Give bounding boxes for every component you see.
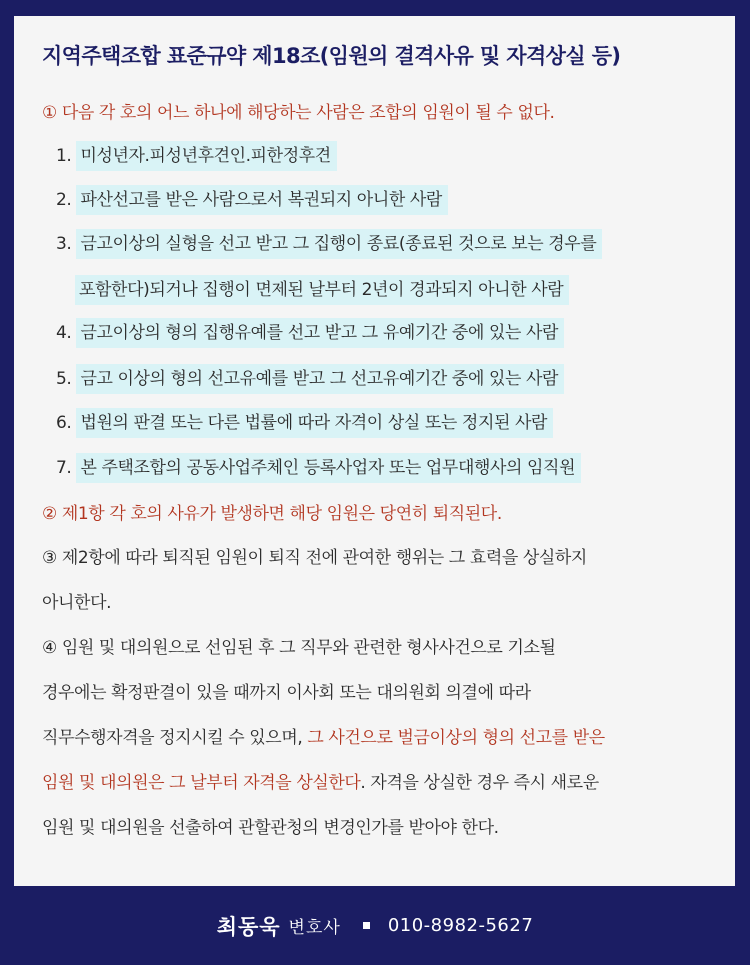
paragraph-4-line: 경우에는 확정판결이 있을 때까지 이사회 또는 대의원회 의결에 따라 [42,683,531,703]
list-item-number: 6. [56,413,72,433]
list-item [56,321,564,345]
paragraph-4-line: 임원 및 대의원으로 선임된 후 그 직무와 관련한 형사사건으로 기소될 [61,638,556,658]
paragraph-3-marker: ③ [42,548,57,568]
paragraph-4-text: 직무수행자격을 정지시킬 수 있으며, [42,728,308,748]
paragraph-2-marker: ② [42,504,57,524]
paragraph-2 [42,502,502,526]
list-item-number: 2. [56,190,72,210]
list-item [56,144,337,168]
lawyer-name: 최동욱 [216,914,281,939]
paragraph-1 [42,101,555,125]
list-item [56,456,581,480]
list-item-number: 5. [56,369,72,389]
list-item-text: 금고 이상의 형의 선고유예를 받고 그 선고유예기간 중에 있는 사람 [76,364,564,394]
lawyer-role: 변호사 [288,918,341,938]
list-item-number: 4. [56,323,72,343]
list-item-number: 7. [56,458,72,478]
paragraph-4 [42,636,556,660]
list-item [56,411,553,435]
list-item-text: 본 주택조합의 공동사업주체인 등록사업자 또는 업무대행사의 임직원 [76,453,581,483]
list-item-text: 파산선고를 받은 사람으로서 복권되지 아니한 사람 [76,185,447,215]
paragraph-4-line [42,771,599,795]
paragraph-3-line: 아니한다. [42,593,112,613]
paragraph-3-line: 제2항에 따라 퇴직된 임원이 퇴직 전에 관여한 행위는 그 효력을 상실하지 [61,548,587,568]
footer [0,886,750,965]
paragraph-3 [42,546,587,570]
list-item-text: 미성년자.피성년후견인.피한정후견 [76,141,336,171]
paragraph-4-emphasis: 그 사건으로 벌금이상의 형의 선고를 받은 [307,728,605,748]
phone-number: 010-8982-5627 [387,915,534,936]
paragraph-4-emphasis: 임원 및 대의원은 그 날부터 자격을 상실한다 [42,773,361,793]
paragraph-4-line [42,726,605,750]
list-item [56,367,564,391]
list-item-text: 법원의 판결 또는 다른 법률에 따라 자격이 상실 또는 정지된 사람 [76,408,553,438]
list-item [56,232,602,256]
document-card [14,16,735,886]
paragraph-1-marker: ① [42,103,57,123]
list-item-text: 금고이상의 실형을 선고 받고 그 집행이 종료(종료된 것으로 보는 경우를 [76,229,602,259]
list-item [56,188,448,212]
document-title: 지역주택조합 표준규약 제18조(임원의 결격사유 및 자격상실 등) [42,44,621,68]
paragraph-4-text: . 자격을 상실한 경우 즉시 새로운 [360,773,599,793]
paragraph-4-line: 임원 및 대의원을 선출하여 관할관청의 변경인가를 받아야 한다. [42,818,499,838]
paragraph-2-text: 제1항 각 호의 사유가 발생하면 해당 임원은 당연히 퇴직된다. [61,504,502,524]
list-item-text: 포함한다)되거나 집행이 면제된 날부터 2년이 경과되지 아니한 사람 [75,275,569,305]
list-item-number: 1. [56,146,72,166]
paragraph-1-text: 다음 각 호의 어느 하나에 해당하는 사람은 조합의 임원이 될 수 없다. [61,103,555,123]
paragraph-4-marker: ④ [42,638,57,658]
list-item-text: 금고이상의 형의 집행유예를 선고 받고 그 유예기간 중에 있는 사람 [76,318,564,348]
list-item-continuation [75,278,569,302]
list-item-number: 3. [56,234,72,254]
separator-icon [363,922,370,929]
